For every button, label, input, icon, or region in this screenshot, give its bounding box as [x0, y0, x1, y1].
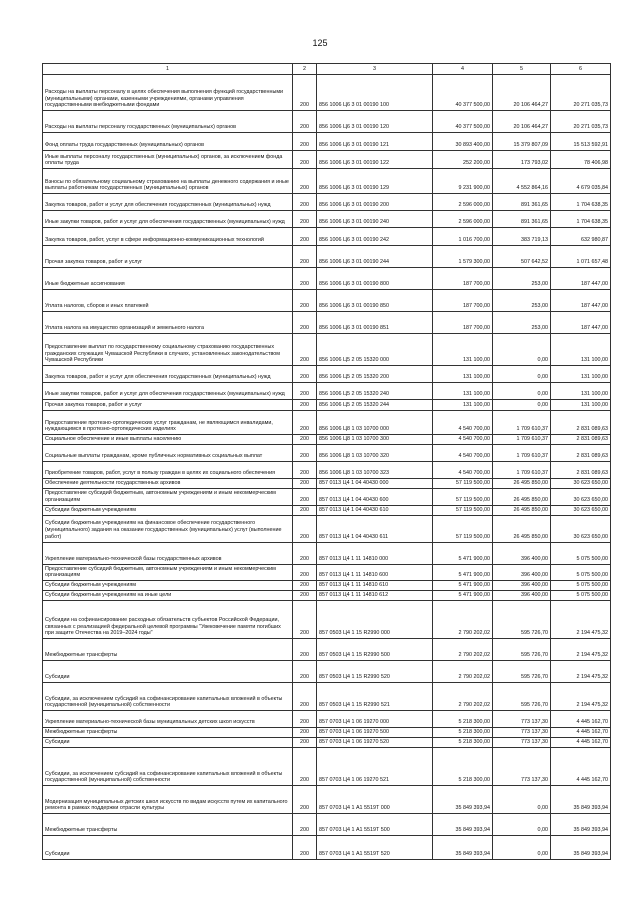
row-remainder-cell: 187 447,00	[551, 312, 611, 334]
table-row	[43, 246, 611, 268]
row-executed-cell: 773 137,30	[493, 738, 551, 748]
row-name-cell: Взносы по обязательному социальному страхованию на выплаты денежного содержания и иные выплаты работникам государственных (муниципальных) органов	[43, 169, 293, 194]
table-row	[43, 505, 611, 515]
row-plan-cell: 252 200,00	[433, 151, 493, 169]
row-name-cell: Предоставление протезно-ортопедических услуг гражданам, не являющимся инвалидами, нуждающимся в протезно-ортопедических изделиях	[43, 411, 293, 435]
table-row	[43, 489, 611, 506]
page-number: 125	[312, 38, 328, 48]
row-code-cell: 200	[293, 445, 317, 462]
row-code-cell: 200	[293, 383, 317, 400]
row-executed-cell: 396 400,00	[493, 581, 551, 591]
row-code-cell: 200	[293, 639, 317, 661]
row-kbk-cell: 856 1006 Ц6 3 01 00190 851	[317, 312, 433, 334]
table-row	[43, 748, 611, 786]
column-header-6: 6	[551, 64, 611, 75]
row-kbk-cell: 857 0113 Ц4 1 04 40430 000	[317, 479, 433, 489]
row-executed-cell: 1 709 610,37	[493, 462, 551, 479]
row-remainder-cell: 5 075 500,00	[551, 542, 611, 564]
row-code-cell: 200	[293, 194, 317, 211]
column-header-3: 3	[317, 64, 433, 75]
table-row	[43, 312, 611, 334]
row-executed-cell: 595 726,70	[493, 601, 551, 639]
table-header-row	[43, 64, 611, 75]
row-plan-cell: 4 540 700,00	[433, 462, 493, 479]
row-kbk-cell: 857 0703 Ц4 1 06 19270 000	[317, 711, 433, 728]
row-code-cell: 200	[293, 334, 317, 366]
row-remainder-cell: 78 406,98	[551, 151, 611, 169]
row-kbk-cell: 856 1006 Ц5 2 05 15320 240	[317, 383, 433, 400]
row-kbk-cell: 857 0113 Ц4 1 11 14810 600	[317, 564, 433, 581]
row-kbk-cell: 856 1006 Ц5 2 05 15320 244	[317, 400, 433, 411]
row-code-cell: 200	[293, 133, 317, 151]
row-executed-cell: 20 106 464,27	[493, 111, 551, 133]
row-remainder-cell: 4 445 162,70	[551, 738, 611, 748]
row-executed-cell: 20 106 464,27	[493, 75, 551, 111]
row-plan-cell: 131 100,00	[433, 366, 493, 383]
table-row	[43, 661, 611, 683]
row-name-cell: Социальные выплаты гражданам, кроме публичных нормативных социальных выплат	[43, 445, 293, 462]
row-name-cell: Предоставление субсидий бюджетным, автономным учреждениям и иным некоммерческим организациям	[43, 489, 293, 506]
row-remainder-cell: 5 075 500,00	[551, 581, 611, 591]
column-header-4: 4	[433, 64, 493, 75]
row-executed-cell: 396 400,00	[493, 564, 551, 581]
budget-execution-table	[42, 63, 611, 860]
row-name-cell: Субсидии бюджетным учреждениям	[43, 505, 293, 515]
row-remainder-cell: 35 849 393,94	[551, 786, 611, 814]
row-executed-cell: 0,00	[493, 786, 551, 814]
row-executed-cell: 595 726,70	[493, 661, 551, 683]
row-name-cell: Межбюджетные трансферты	[43, 639, 293, 661]
row-plan-cell: 57 119 500,00	[433, 489, 493, 506]
table-row	[43, 462, 611, 479]
row-name-cell: Прочая закупка товаров, работ и услуг	[43, 246, 293, 268]
row-name-cell: Субсидии бюджетным учреждениям	[43, 581, 293, 591]
row-remainder-cell: 131 100,00	[551, 334, 611, 366]
row-plan-cell: 2 790 202,02	[433, 683, 493, 711]
row-kbk-cell: 856 1006 Ц6 3 01 00190 240	[317, 211, 433, 228]
row-kbk-cell: 857 0113 Ц4 1 11 14810 612	[317, 591, 433, 601]
table-row	[43, 334, 611, 366]
table-row	[43, 786, 611, 814]
table-row	[43, 435, 611, 445]
table-row	[43, 601, 611, 639]
row-remainder-cell: 4 445 162,70	[551, 728, 611, 738]
row-code-cell: 200	[293, 211, 317, 228]
row-remainder-cell: 5 075 500,00	[551, 564, 611, 581]
row-plan-cell: 35 849 393,94	[433, 836, 493, 860]
row-executed-cell: 26 495 850,00	[493, 489, 551, 506]
row-remainder-cell: 30 623 650,00	[551, 489, 611, 506]
row-plan-cell: 9 231 900,00	[433, 169, 493, 194]
table-row	[43, 711, 611, 728]
row-plan-cell: 35 849 393,94	[433, 814, 493, 836]
row-name-cell: Субсидии, за исключением субсидий на софинансирование капитальных вложений в объекты государственной (муниципальной) собственности	[43, 683, 293, 711]
table-row	[43, 411, 611, 435]
row-code-cell: 200	[293, 683, 317, 711]
row-code-cell: 200	[293, 601, 317, 639]
table-body	[43, 75, 611, 860]
table-row	[43, 169, 611, 194]
column-header-5: 5	[493, 64, 551, 75]
table-row	[43, 133, 611, 151]
table-row	[43, 366, 611, 383]
table-row	[43, 400, 611, 411]
table-row	[43, 564, 611, 581]
row-kbk-cell: 856 1006 Ц5 2 05 15320 200	[317, 366, 433, 383]
row-kbk-cell: 856 1006 Ц8 1 03 10700 320	[317, 445, 433, 462]
row-remainder-cell: 2 194 475,32	[551, 661, 611, 683]
row-executed-cell: 595 726,70	[493, 639, 551, 661]
row-executed-cell: 1 709 610,37	[493, 435, 551, 445]
row-kbk-cell: 856 1006 Ц8 1 03 10700 323	[317, 462, 433, 479]
row-name-cell: Иные закупки товаров, работ и услуг для обеспечения государственных (муниципальных) нужд	[43, 383, 293, 400]
row-kbk-cell: 857 0503 Ц4 1 15 R2990 520	[317, 661, 433, 683]
row-plan-cell: 5 218 300,00	[433, 711, 493, 728]
row-code-cell: 200	[293, 111, 317, 133]
row-remainder-cell: 2 831 089,63	[551, 462, 611, 479]
row-name-cell: Субсидии	[43, 738, 293, 748]
table-row	[43, 194, 611, 211]
row-executed-cell: 507 642,52	[493, 246, 551, 268]
table-row	[43, 290, 611, 312]
row-remainder-cell: 35 849 393,94	[551, 814, 611, 836]
row-kbk-cell: 856 1006 Ц6 3 01 00190 100	[317, 75, 433, 111]
row-name-cell: Уплата налогов, сборов и иных платежей	[43, 290, 293, 312]
row-remainder-cell: 20 271 035,73	[551, 75, 611, 111]
table-row	[43, 683, 611, 711]
row-remainder-cell: 30 623 650,00	[551, 505, 611, 515]
row-plan-cell: 4 540 700,00	[433, 411, 493, 435]
row-kbk-cell: 857 0113 Ц4 1 04 40430 611	[317, 515, 433, 542]
row-plan-cell: 5 471 900,00	[433, 591, 493, 601]
row-name-cell: Уплата налога на имущество организаций и земельного налога	[43, 312, 293, 334]
row-plan-cell: 5 471 900,00	[433, 542, 493, 564]
row-executed-cell: 773 137,30	[493, 711, 551, 728]
table-row	[43, 211, 611, 228]
row-remainder-cell: 131 100,00	[551, 383, 611, 400]
row-remainder-cell: 30 623 650,00	[551, 515, 611, 542]
row-plan-cell: 131 100,00	[433, 400, 493, 411]
row-code-cell: 200	[293, 268, 317, 290]
row-remainder-cell: 1 704 638,35	[551, 211, 611, 228]
table-row	[43, 111, 611, 133]
column-header-1: 1	[43, 64, 293, 75]
row-executed-cell: 4 552 864,16	[493, 169, 551, 194]
row-code-cell: 200	[293, 661, 317, 683]
row-kbk-cell: 857 0703 Ц4 1 06 19270 520	[317, 738, 433, 748]
row-code-cell: 200	[293, 489, 317, 506]
row-name-cell: Иные бюджетные ассигнования	[43, 268, 293, 290]
row-code-cell: 200	[293, 169, 317, 194]
row-executed-cell: 0,00	[493, 366, 551, 383]
row-plan-cell: 187 700,00	[433, 268, 493, 290]
row-code-cell: 200	[293, 564, 317, 581]
row-plan-cell: 57 119 500,00	[433, 479, 493, 489]
row-plan-cell: 5 218 300,00	[433, 748, 493, 786]
row-code-cell: 200	[293, 462, 317, 479]
row-code-cell: 200	[293, 748, 317, 786]
row-code-cell: 200	[293, 515, 317, 542]
row-name-cell: Закупка товаров, работ, услуг в сфере информационно-коммуникационных технологий	[43, 228, 293, 246]
row-executed-cell: 773 137,30	[493, 748, 551, 786]
table-row	[43, 836, 611, 860]
row-remainder-cell: 632 980,87	[551, 228, 611, 246]
table-row	[43, 383, 611, 400]
row-name-cell: Субсидии бюджетным учреждениям на иные цели	[43, 591, 293, 601]
row-remainder-cell: 2 194 475,32	[551, 683, 611, 711]
row-remainder-cell: 35 849 393,94	[551, 836, 611, 860]
row-plan-cell: 35 849 393,94	[433, 786, 493, 814]
row-kbk-cell: 856 1006 Ц8 1 03 10700 000	[317, 411, 433, 435]
row-name-cell: Укрепление материально-технической базы государственных архивов	[43, 542, 293, 564]
row-remainder-cell: 2 831 089,63	[551, 445, 611, 462]
row-executed-cell: 773 137,30	[493, 728, 551, 738]
row-kbk-cell: 856 1006 Ц6 3 01 00190 122	[317, 151, 433, 169]
row-code-cell: 200	[293, 435, 317, 445]
row-code-cell: 200	[293, 786, 317, 814]
table-row	[43, 542, 611, 564]
row-code-cell: 200	[293, 814, 317, 836]
row-plan-cell: 4 540 700,00	[433, 435, 493, 445]
row-plan-cell: 5 471 900,00	[433, 564, 493, 581]
row-kbk-cell: 857 0113 Ц4 1 04 40430 610	[317, 505, 433, 515]
row-plan-cell: 30 893 400,00	[433, 133, 493, 151]
row-name-cell: Закупка товаров, работ и услуг для обеспечения государственных (муниципальных) нужд	[43, 366, 293, 383]
row-executed-cell: 1 709 610,37	[493, 411, 551, 435]
row-remainder-cell: 1 704 638,35	[551, 194, 611, 211]
row-code-cell: 200	[293, 505, 317, 515]
row-plan-cell: 40 377 500,00	[433, 75, 493, 111]
row-remainder-cell: 187 447,00	[551, 290, 611, 312]
row-kbk-cell: 856 1006 Ц5 2 05 15320 000	[317, 334, 433, 366]
row-kbk-cell: 856 1006 Ц6 3 01 00190 121	[317, 133, 433, 151]
row-name-cell: Предоставление выплат по государственному социальному страхованию государственных гражданских служащих Чувашской Республики в случаях, установленных законодательством Чувашской Республики	[43, 334, 293, 366]
row-name-cell: Межбюджетные трансферты	[43, 728, 293, 738]
row-remainder-cell: 131 100,00	[551, 400, 611, 411]
row-kbk-cell: 856 1006 Ц6 3 01 00190 244	[317, 246, 433, 268]
row-code-cell: 200	[293, 581, 317, 591]
row-executed-cell: 0,00	[493, 836, 551, 860]
row-code-cell: 200	[293, 312, 317, 334]
row-kbk-cell: 856 1006 Ц6 3 01 00190 129	[317, 169, 433, 194]
row-name-cell: Субсидии	[43, 836, 293, 860]
row-kbk-cell: 857 0703 Ц4 1 A1 5519T 520	[317, 836, 433, 860]
row-executed-cell: 891 361,65	[493, 211, 551, 228]
row-name-cell: Социальное обеспечение и иные выплаты населению	[43, 435, 293, 445]
row-executed-cell: 0,00	[493, 383, 551, 400]
row-code-cell: 200	[293, 151, 317, 169]
row-name-cell: Модернизация муниципальных детских школ искусств по видам искусств путем их капитального ремонта в рамках поддержки отрасли культуры	[43, 786, 293, 814]
row-executed-cell: 383 719,13	[493, 228, 551, 246]
row-executed-cell: 253,00	[493, 290, 551, 312]
row-plan-cell: 2 790 202,02	[433, 601, 493, 639]
row-kbk-cell: 857 0703 Ц4 1 A1 5519T 000	[317, 786, 433, 814]
row-remainder-cell: 2 831 089,63	[551, 435, 611, 445]
row-remainder-cell: 2 194 475,32	[551, 639, 611, 661]
row-remainder-cell: 15 513 592,91	[551, 133, 611, 151]
table-row	[43, 639, 611, 661]
table-row	[43, 75, 611, 111]
row-name-cell: Прочая закупка товаров, работ и услуг	[43, 400, 293, 411]
row-name-cell: Иные выплаты персоналу государственных (муниципальных) органов, за исключением фонда оплаты труда	[43, 151, 293, 169]
row-executed-cell: 396 400,00	[493, 542, 551, 564]
row-executed-cell: 396 400,00	[493, 591, 551, 601]
row-executed-cell: 0,00	[493, 814, 551, 836]
row-code-cell: 200	[293, 542, 317, 564]
row-name-cell: Обеспечение деятельности государственных архивов	[43, 479, 293, 489]
row-remainder-cell: 5 075 500,00	[551, 591, 611, 601]
row-code-cell: 200	[293, 738, 317, 748]
row-name-cell: Расходы на выплаты персоналу государственных (муниципальных) органов	[43, 111, 293, 133]
row-executed-cell: 0,00	[493, 334, 551, 366]
row-name-cell: Субсидии бюджетным учреждениям на финансовое обеспечение государственного (муниципального) задания на оказание государственных (муниципальных) услуг (выполнение работ)	[43, 515, 293, 542]
row-kbk-cell: 856 1006 Ц6 3 01 00190 242	[317, 228, 433, 246]
table-row	[43, 591, 611, 601]
row-kbk-cell: 857 0503 Ц4 1 15 R2990 500	[317, 639, 433, 661]
row-kbk-cell: 856 1006 Ц6 3 01 00190 850	[317, 290, 433, 312]
row-executed-cell: 891 361,65	[493, 194, 551, 211]
row-executed-cell: 26 495 850,00	[493, 479, 551, 489]
table-row	[43, 479, 611, 489]
row-code-cell: 200	[293, 711, 317, 728]
row-kbk-cell: 857 0703 Ц4 1 A1 5519T 500	[317, 814, 433, 836]
row-plan-cell: 2 596 000,00	[433, 211, 493, 228]
row-code-cell: 200	[293, 591, 317, 601]
row-plan-cell: 131 100,00	[433, 383, 493, 400]
row-name-cell: Субсидии, за исключением субсидий на софинансирование капитальных вложений в объекты государственной (муниципальной) собственности	[43, 748, 293, 786]
table-row	[43, 228, 611, 246]
row-code-cell: 200	[293, 411, 317, 435]
table-row	[43, 268, 611, 290]
row-code-cell: 200	[293, 836, 317, 860]
row-executed-cell: 253,00	[493, 268, 551, 290]
row-plan-cell: 57 119 500,00	[433, 515, 493, 542]
row-plan-cell: 1 579 300,00	[433, 246, 493, 268]
row-kbk-cell: 857 0113 Ц4 1 11 14810 000	[317, 542, 433, 564]
row-code-cell: 200	[293, 75, 317, 111]
row-plan-cell: 187 700,00	[433, 312, 493, 334]
row-name-cell: Фонд оплаты труда государственных (муниципальных) органов	[43, 133, 293, 151]
row-remainder-cell: 4 445 162,70	[551, 748, 611, 786]
row-kbk-cell: 856 1006 Ц6 3 01 00190 120	[317, 111, 433, 133]
row-remainder-cell: 20 271 035,73	[551, 111, 611, 133]
table-row	[43, 738, 611, 748]
row-executed-cell: 26 495 850,00	[493, 505, 551, 515]
row-remainder-cell: 4 679 035,84	[551, 169, 611, 194]
table-row	[43, 728, 611, 738]
row-name-cell: Субсидии	[43, 661, 293, 683]
table-row	[43, 445, 611, 462]
row-kbk-cell: 857 0703 Ц4 1 06 19270 500	[317, 728, 433, 738]
table-row	[43, 515, 611, 542]
row-code-cell: 200	[293, 479, 317, 489]
row-name-cell: Субсидии на софинансирование расходных обязательств субъектов Российской Федерации, связанных с реализацией федеральной целевой программы "Увековечение памяти погибших при защите Отечества на 2019–2024 годы"	[43, 601, 293, 639]
row-name-cell: Приобретение товаров, работ, услуг в пользу граждан в целях их социального обеспечения	[43, 462, 293, 479]
row-plan-cell: 2 790 202,02	[433, 639, 493, 661]
row-plan-cell: 5 218 300,00	[433, 738, 493, 748]
row-plan-cell: 40 377 500,00	[433, 111, 493, 133]
row-kbk-cell: 856 1006 Ц8 1 03 10700 300	[317, 435, 433, 445]
row-plan-cell: 2 596 000,00	[433, 194, 493, 211]
row-name-cell: Укрепление материально-технической базы муниципальных детских школ искусств	[43, 711, 293, 728]
row-remainder-cell: 1 071 657,48	[551, 246, 611, 268]
row-kbk-cell: 857 0113 Ц4 1 04 40430 600	[317, 489, 433, 506]
table-row	[43, 151, 611, 169]
row-remainder-cell: 4 445 162,70	[551, 711, 611, 728]
row-plan-cell: 4 540 700,00	[433, 445, 493, 462]
table-row	[43, 581, 611, 591]
row-kbk-cell: 856 1006 Ц6 3 01 00190 200	[317, 194, 433, 211]
row-remainder-cell: 2 194 475,32	[551, 601, 611, 639]
row-kbk-cell: 857 0113 Ц4 1 11 14810 610	[317, 581, 433, 591]
row-remainder-cell: 187 447,00	[551, 268, 611, 290]
column-header-2: 2	[293, 64, 317, 75]
row-plan-cell: 187 700,00	[433, 290, 493, 312]
row-kbk-cell: 857 0703 Ц4 1 06 19270 521	[317, 748, 433, 786]
row-executed-cell: 26 495 850,00	[493, 515, 551, 542]
row-name-cell: Межбюджетные трансферты	[43, 814, 293, 836]
row-executed-cell: 0,00	[493, 400, 551, 411]
row-plan-cell: 5 218 300,00	[433, 728, 493, 738]
row-plan-cell: 1 016 700,00	[433, 228, 493, 246]
row-plan-cell: 57 119 500,00	[433, 505, 493, 515]
row-name-cell: Предоставление субсидий бюджетным, автономным учреждениям и иным некоммерческим организациям	[43, 564, 293, 581]
row-remainder-cell: 2 831 089,63	[551, 411, 611, 435]
row-name-cell: Иные закупки товаров, работ и услуг для обеспечения государственных (муниципальных) нужд	[43, 211, 293, 228]
row-kbk-cell: 857 0503 Ц4 1 15 R2990 521	[317, 683, 433, 711]
row-code-cell: 200	[293, 228, 317, 246]
row-executed-cell: 595 726,70	[493, 683, 551, 711]
row-remainder-cell: 30 623 650,00	[551, 479, 611, 489]
row-code-cell: 200	[293, 290, 317, 312]
row-executed-cell: 173 793,02	[493, 151, 551, 169]
row-code-cell: 200	[293, 366, 317, 383]
row-kbk-cell: 856 1006 Ц6 3 01 00190 800	[317, 268, 433, 290]
row-executed-cell: 253,00	[493, 312, 551, 334]
row-code-cell: 200	[293, 400, 317, 411]
row-remainder-cell: 131 100,00	[551, 366, 611, 383]
table-row	[43, 814, 611, 836]
row-name-cell: Расходы на выплаты персоналу в целях обеспечения выполнения функций государственными (муниципальными) органами, казенными учреждениями, органами управления государственными внебюджетными фондами	[43, 75, 293, 111]
row-plan-cell: 2 790 202,02	[433, 661, 493, 683]
row-executed-cell: 1 709 610,37	[493, 445, 551, 462]
row-code-cell: 200	[293, 728, 317, 738]
row-plan-cell: 131 100,00	[433, 334, 493, 366]
row-name-cell: Закупка товаров, работ и услуг для обеспечения государственных (муниципальных) нужд	[43, 194, 293, 211]
row-kbk-cell: 857 0503 Ц4 1 15 R2990 000	[317, 601, 433, 639]
row-code-cell: 200	[293, 246, 317, 268]
row-executed-cell: 15 379 807,09	[493, 133, 551, 151]
row-plan-cell: 5 471 900,00	[433, 581, 493, 591]
